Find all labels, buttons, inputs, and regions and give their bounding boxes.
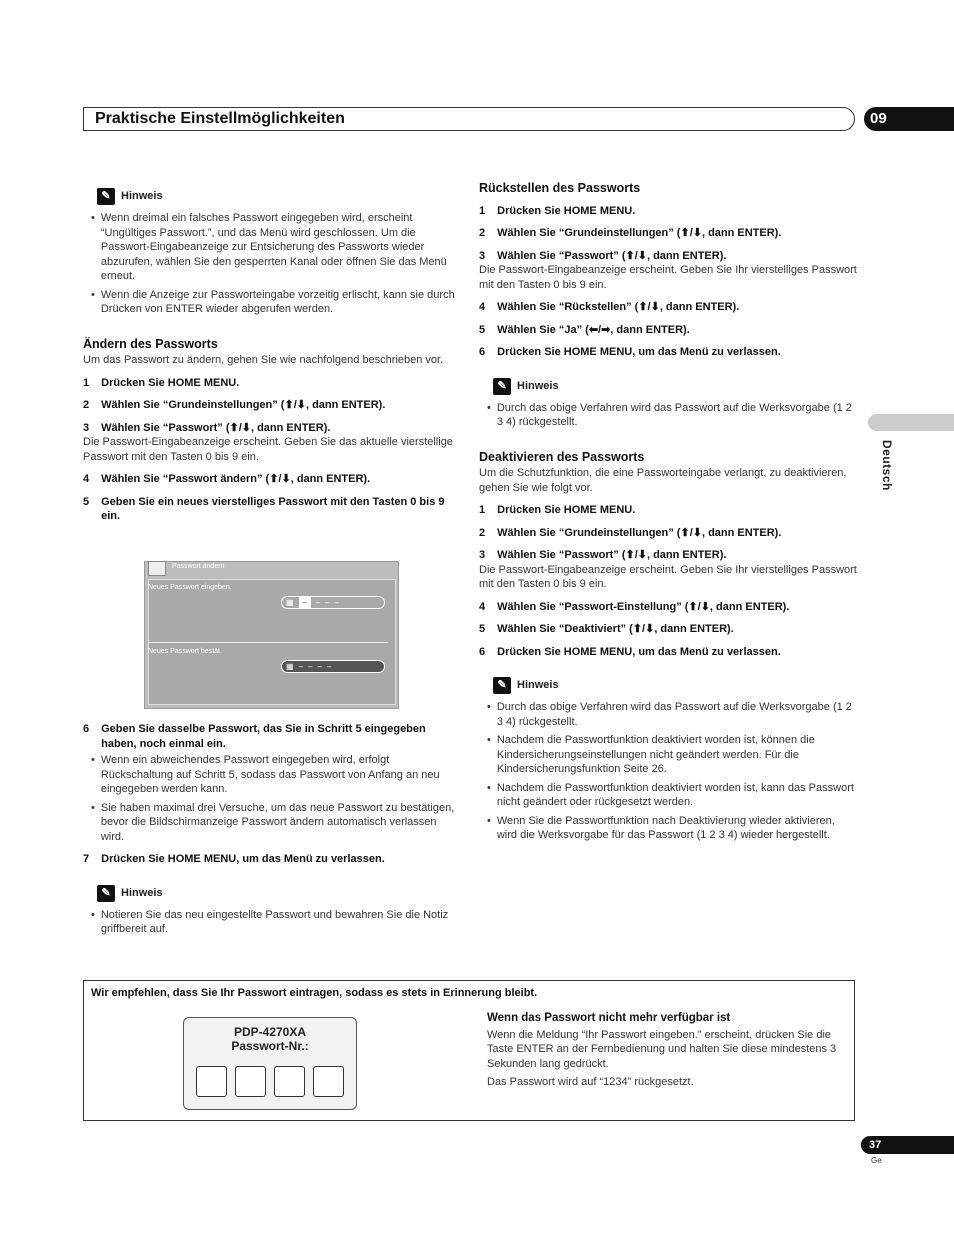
step-number: 1 [83, 376, 90, 389]
bullet-text: Nachdem die Passwortfunktion deaktiviert worden ist, können die Kindersicherungseinstellungen nicht geändert werden. Für die Kindersicherungsfunktion Seite 26. [496, 734, 815, 775]
confirm-password-label: Neues Passwort bestät. [148, 648, 222, 655]
bullet-text: Wenn die Anzeige zur Passworteingabe vorzeitig erlischt, kann sie durch Drücken von ENTER wieder abgerufen werden. [100, 288, 455, 315]
step-number: 5 [83, 495, 90, 508]
step-text: Geben Sie ein neues vierstelliges Passwort mit den Tasten 0 bis 9 ein. [101, 495, 445, 522]
step-number: 3 [83, 421, 90, 434]
pencil-icon: ✎ [97, 188, 115, 205]
step-5 [83, 495, 458, 524]
right-column [479, 181, 857, 843]
section-heading: Deaktivieren des Passworts [479, 449, 645, 464]
step-text: Wählen Sie “Grundeinstellungen” (⬆/⬇, dann ENTER). [497, 526, 782, 539]
memo-digit-box [313, 1066, 344, 1097]
step-number: 2 [479, 526, 486, 539]
step-text: Drücken Sie HOME MENU. [497, 204, 636, 217]
digit-slot: – [308, 662, 313, 671]
step-text: Wählen Sie “Deaktiviert” (⬆/⬇, dann ENTER). [497, 623, 734, 635]
section-intro: Um das Passwort zu ändern, gehen Sie wie nachfolgend beschrieben vor. [83, 354, 444, 366]
password-memo-card [183, 1017, 357, 1110]
step-3 [479, 548, 857, 563]
digit-slot: – [317, 662, 322, 671]
bullet-text: Notieren Sie das neu eingestellte Passwort und bewahren Sie die Notiz griffbereit auf. [100, 908, 449, 935]
digit-slot: – [315, 598, 321, 607]
new-password-label: Neues Passwort eingeben. [148, 584, 232, 591]
divider [148, 642, 388, 643]
step-7 [83, 852, 458, 867]
list-item: • Wenn die Anzeige zur Passworteingabe vorzeitig erlischt, kann sie durch Drücken von ENTER wieder abgerufen werden. [83, 288, 458, 317]
step-2 [479, 226, 857, 241]
step-3 [479, 249, 857, 264]
bullet-text: Wenn dreimal ein falsches Passwort eingegeben wird, erscheint “Ungültiges Passwort.”, und das Menü wird geschlossen. Um die Passwort-Eingabeanzeige zur Entsicherung des Passworts wieder abzurufen, wählen Sie den gesperrten Kanal oder öffnen Sie das Menü erneut. [100, 212, 447, 282]
digit-slot: – [325, 598, 330, 607]
step-5 [479, 323, 857, 338]
step-5 [479, 622, 857, 637]
bullet-text: Durch das obige Verfahren wird das Passwort auf die Werksvorgabe (1 2 3 4) rückgestellt. [496, 701, 852, 728]
list-item: • Nachdem die Passwortfunktion deaktiviert worden ist, kann das Passwort nicht geändert oder rückgesetzt werden. [479, 781, 857, 810]
recommendation-text: Wir empfehlen, dass Sie Ihr Passwort eintragen, sodass es stets in Erinnerung bleibt. [91, 987, 538, 999]
step-number: 1 [479, 504, 486, 516]
memo-model: PDP-4270XA [233, 1025, 307, 1039]
pencil-icon: ✎ [493, 677, 511, 694]
pencil-icon: ✎ [493, 378, 511, 395]
step-note: Die Passwort-Eingabeanzeige erscheint. Geben Sie Ihr vierstelliges Passwort mit den Tasten 0 bis 9 ein. [479, 563, 857, 590]
step-note: Die Passwort-Eingabeanzeige erscheint. Geben Sie das aktuelle vierstellige Passwort mit den Tasten 0 bis 9 ein. [83, 436, 453, 463]
step-note: Die Passwort-Eingabeanzeige erscheint. Geben Sie Ihr vierstelliges Passwort mit den Tasten 0 bis 9 ein. [479, 264, 857, 291]
step-6 [479, 645, 857, 660]
note-heading-label: Hinweis [517, 379, 559, 392]
step-1 [479, 503, 857, 518]
step-6 [83, 722, 458, 751]
list-item: • Wenn dreimal ein falsches Passwort eingegeben wird, erscheint “Ungültiges Passwort.”, und das Menü wird geschlossen. Um die Passwort-Eingabeanzeige zur Entsicherung des Passworts wieder abzurufen, wählen Sie den gesperrten Kanal oder öffnen Sie das Menü erneut. [83, 211, 458, 284]
step-2 [83, 398, 458, 413]
language-tab [868, 414, 954, 431]
step-text: Wählen Sie “Passwort” (⬆/⬇, dann ENTER). [497, 549, 727, 561]
step-number: 5 [479, 623, 486, 635]
digit-slot: – [299, 597, 311, 608]
list-item: • Wenn ein abweichendes Passwort eingegeben wird, erfolgt Rückschaltung auf Schritt 5, sodass das Passwort von Anfang an neu eingegeben werden kann. [83, 753, 458, 797]
note-heading [493, 677, 857, 694]
left-column-lower [83, 714, 458, 937]
step-3 [83, 421, 458, 436]
list-item: • Wenn Sie die Passwortfunktion nach Deaktivierung wieder aktivieren, wird die Werksvorgabe für das Passwort (1 2 3 4) wieder hergestellt. [479, 814, 857, 843]
list-item: • Notieren Sie das neu eingestellte Passwort und bewahren Sie die Notiz griffbereit auf. [83, 908, 458, 937]
step-number: 6 [479, 645, 486, 658]
step-number: 5 [479, 323, 486, 336]
step-number: 4 [479, 600, 486, 613]
keypad-icon: ▦ [286, 598, 294, 607]
screen-title: Passwort ändern [172, 563, 225, 570]
list-item: • Sie haben maximal drei Versuche, um das neue Passwort zu bestätigen, bevor die Bildschirmanzeige Passwort ändern automatisch verlassen wird. [83, 801, 458, 845]
digit-slot: – [326, 662, 332, 671]
step-text: Geben Sie dasselbe Passwort, das Sie in Schritt 5 eingegeben haben, noch einmal ein. [101, 723, 426, 750]
step-6 [479, 345, 857, 360]
section-heading: Ändern des Passworts [83, 336, 218, 351]
step-text: Drücken Sie HOME MENU. [497, 504, 636, 516]
digit-slot: – [334, 598, 339, 607]
chapter-number: 09 [864, 107, 954, 131]
memo-digit-box [196, 1066, 227, 1097]
step-text: Wählen Sie “Grundeinstellungen” (⬆/⬇, dann ENTER). [497, 227, 782, 239]
list-item: • Nachdem die Passwortfunktion deaktiviert worden ist, können die Kindersicherungseinstellungen nicht geändert werden. Für die Kindersicherungsfunktion Seite 26. [479, 733, 857, 777]
pencil-icon: ✎ [97, 885, 115, 902]
step-text: Wählen Sie “Passwort ändern” (⬆/⬇, dann ENTER). [101, 473, 371, 485]
note-heading-label: Hinweis [121, 886, 163, 899]
section-heading: Rückstellen des Passworts [479, 181, 641, 195]
forgot-heading: Wenn das Passwort nicht mehr verfügbar ist [487, 1012, 731, 1024]
step-number: 6 [479, 346, 486, 358]
page-language-code: Ge [871, 1156, 882, 1165]
new-password-field[interactable] [281, 596, 385, 609]
step-number: 4 [479, 301, 486, 313]
memo-label: Passwort-Nr.: [231, 1039, 309, 1053]
forgot-result: Das Passwort wird auf “1234” rückgesetzt. [487, 1076, 694, 1088]
note-heading [97, 885, 458, 902]
memo-digit-box [274, 1066, 305, 1097]
step-text: Drücken Sie HOME MENU, um das Menü zu verlassen. [497, 645, 781, 658]
step-text: Wählen Sie “Grundeinstellungen” (⬆/⬇, dann ENTER). [101, 399, 386, 411]
bullet-text: Wenn ein abweichendes Passwort eingegeben wird, erfolgt Rückschaltung auf Schritt 5, sodass das Passwort von Anfang an neu eingegeben werden kann. [100, 754, 440, 795]
step-text: Wählen Sie “Ja” (⬅/➡, dann ENTER). [497, 323, 690, 336]
list-item: • Durch das obige Verfahren wird das Passwort auf die Werksvorgabe (1 2 3 4) rückgestellt. [479, 700, 857, 729]
step-text: Drücken Sie HOME MENU. [101, 376, 240, 389]
step-text: Wählen Sie “Passwort-Einstellung” (⬆/⬇, dann ENTER). [497, 600, 790, 613]
language-label: Deutsch [880, 440, 894, 491]
bullet-text: Wenn Sie die Passwortfunktion nach Deaktivierung wieder aktivieren, wird die Werksvorgabe für das Passwort (1 2 3 4) wieder hergestellt. [496, 814, 835, 841]
forgot-text: Wenn die Meldung “Ihr Passwort eingeben.” erscheint, drücken Sie die Taste ENTER an der Fernbedienung und halten Sie diese mindestens 3 Sekunden lang gedrückt. [487, 1028, 837, 1070]
note-heading [493, 378, 857, 395]
step-number: 3 [479, 549, 486, 561]
step-number: 2 [83, 399, 90, 411]
step-4 [479, 600, 857, 615]
step-1 [83, 376, 458, 391]
step-text: Drücken Sie HOME MENU, um das Menü zu verlassen. [101, 853, 385, 865]
memo-digit-box [235, 1066, 266, 1097]
bullet-text: Nachdem die Passwortfunktion deaktiviert worden ist, kann das Passwort nicht geändert oder rückgesetzt werden. [496, 781, 854, 808]
confirm-password-field[interactable] [281, 660, 385, 673]
step-number: 2 [479, 227, 486, 239]
note-heading-label: Hinweis [121, 190, 163, 203]
step-number: 3 [479, 249, 486, 262]
memo-digit-boxes [184, 1066, 356, 1097]
section-intro: Um die Schutzfunktion, die eine Passworteingabe verlangt, zu deaktivieren, gehen Sie wie folgt vor. [479, 467, 847, 494]
step-number: 7 [83, 853, 90, 865]
bullet-text: Durch das obige Verfahren wird das Passwort auf die Werksvorgabe (1 2 3 4) rückgestellt. [496, 401, 852, 428]
digit-slot: – [298, 662, 304, 671]
screen-menu-icon [148, 561, 166, 576]
step-text: Drücken Sie HOME MENU, um das Menü zu verlassen. [497, 346, 781, 358]
step-text: Wählen Sie “Passwort” (⬆/⬇, dann ENTER). [101, 421, 331, 434]
step-number: 4 [83, 473, 90, 485]
forgot-password-section [487, 1011, 847, 1090]
step-text: Wählen Sie “Passwort” (⬆/⬇, dann ENTER). [497, 249, 727, 262]
left-column [83, 188, 458, 524]
step-2 [479, 526, 857, 541]
step-number: 1 [479, 204, 486, 217]
note-heading-label: Hinweis [517, 679, 559, 692]
list-item: • Durch das obige Verfahren wird das Passwort auf die Werksvorgabe (1 2 3 4) rückgestellt. [479, 401, 857, 430]
step-number: 6 [83, 723, 90, 735]
note-heading [97, 188, 458, 205]
bullet-text: Sie haben maximal drei Versuche, um das neue Passwort zu bestätigen, bevor die Bildschirmanzeige Passwort ändern automatisch verlassen wird. [100, 801, 455, 843]
step-text: Wählen Sie “Rückstellen” (⬆/⬇, dann ENTER). [497, 301, 740, 313]
step-1 [479, 204, 857, 219]
step-4 [479, 300, 857, 315]
page-title: Praktische Einstellmöglichkeiten [95, 110, 345, 127]
step-4 [83, 472, 458, 487]
keypad-icon: ▦ [286, 662, 294, 671]
page-number: 37 [861, 1136, 954, 1154]
